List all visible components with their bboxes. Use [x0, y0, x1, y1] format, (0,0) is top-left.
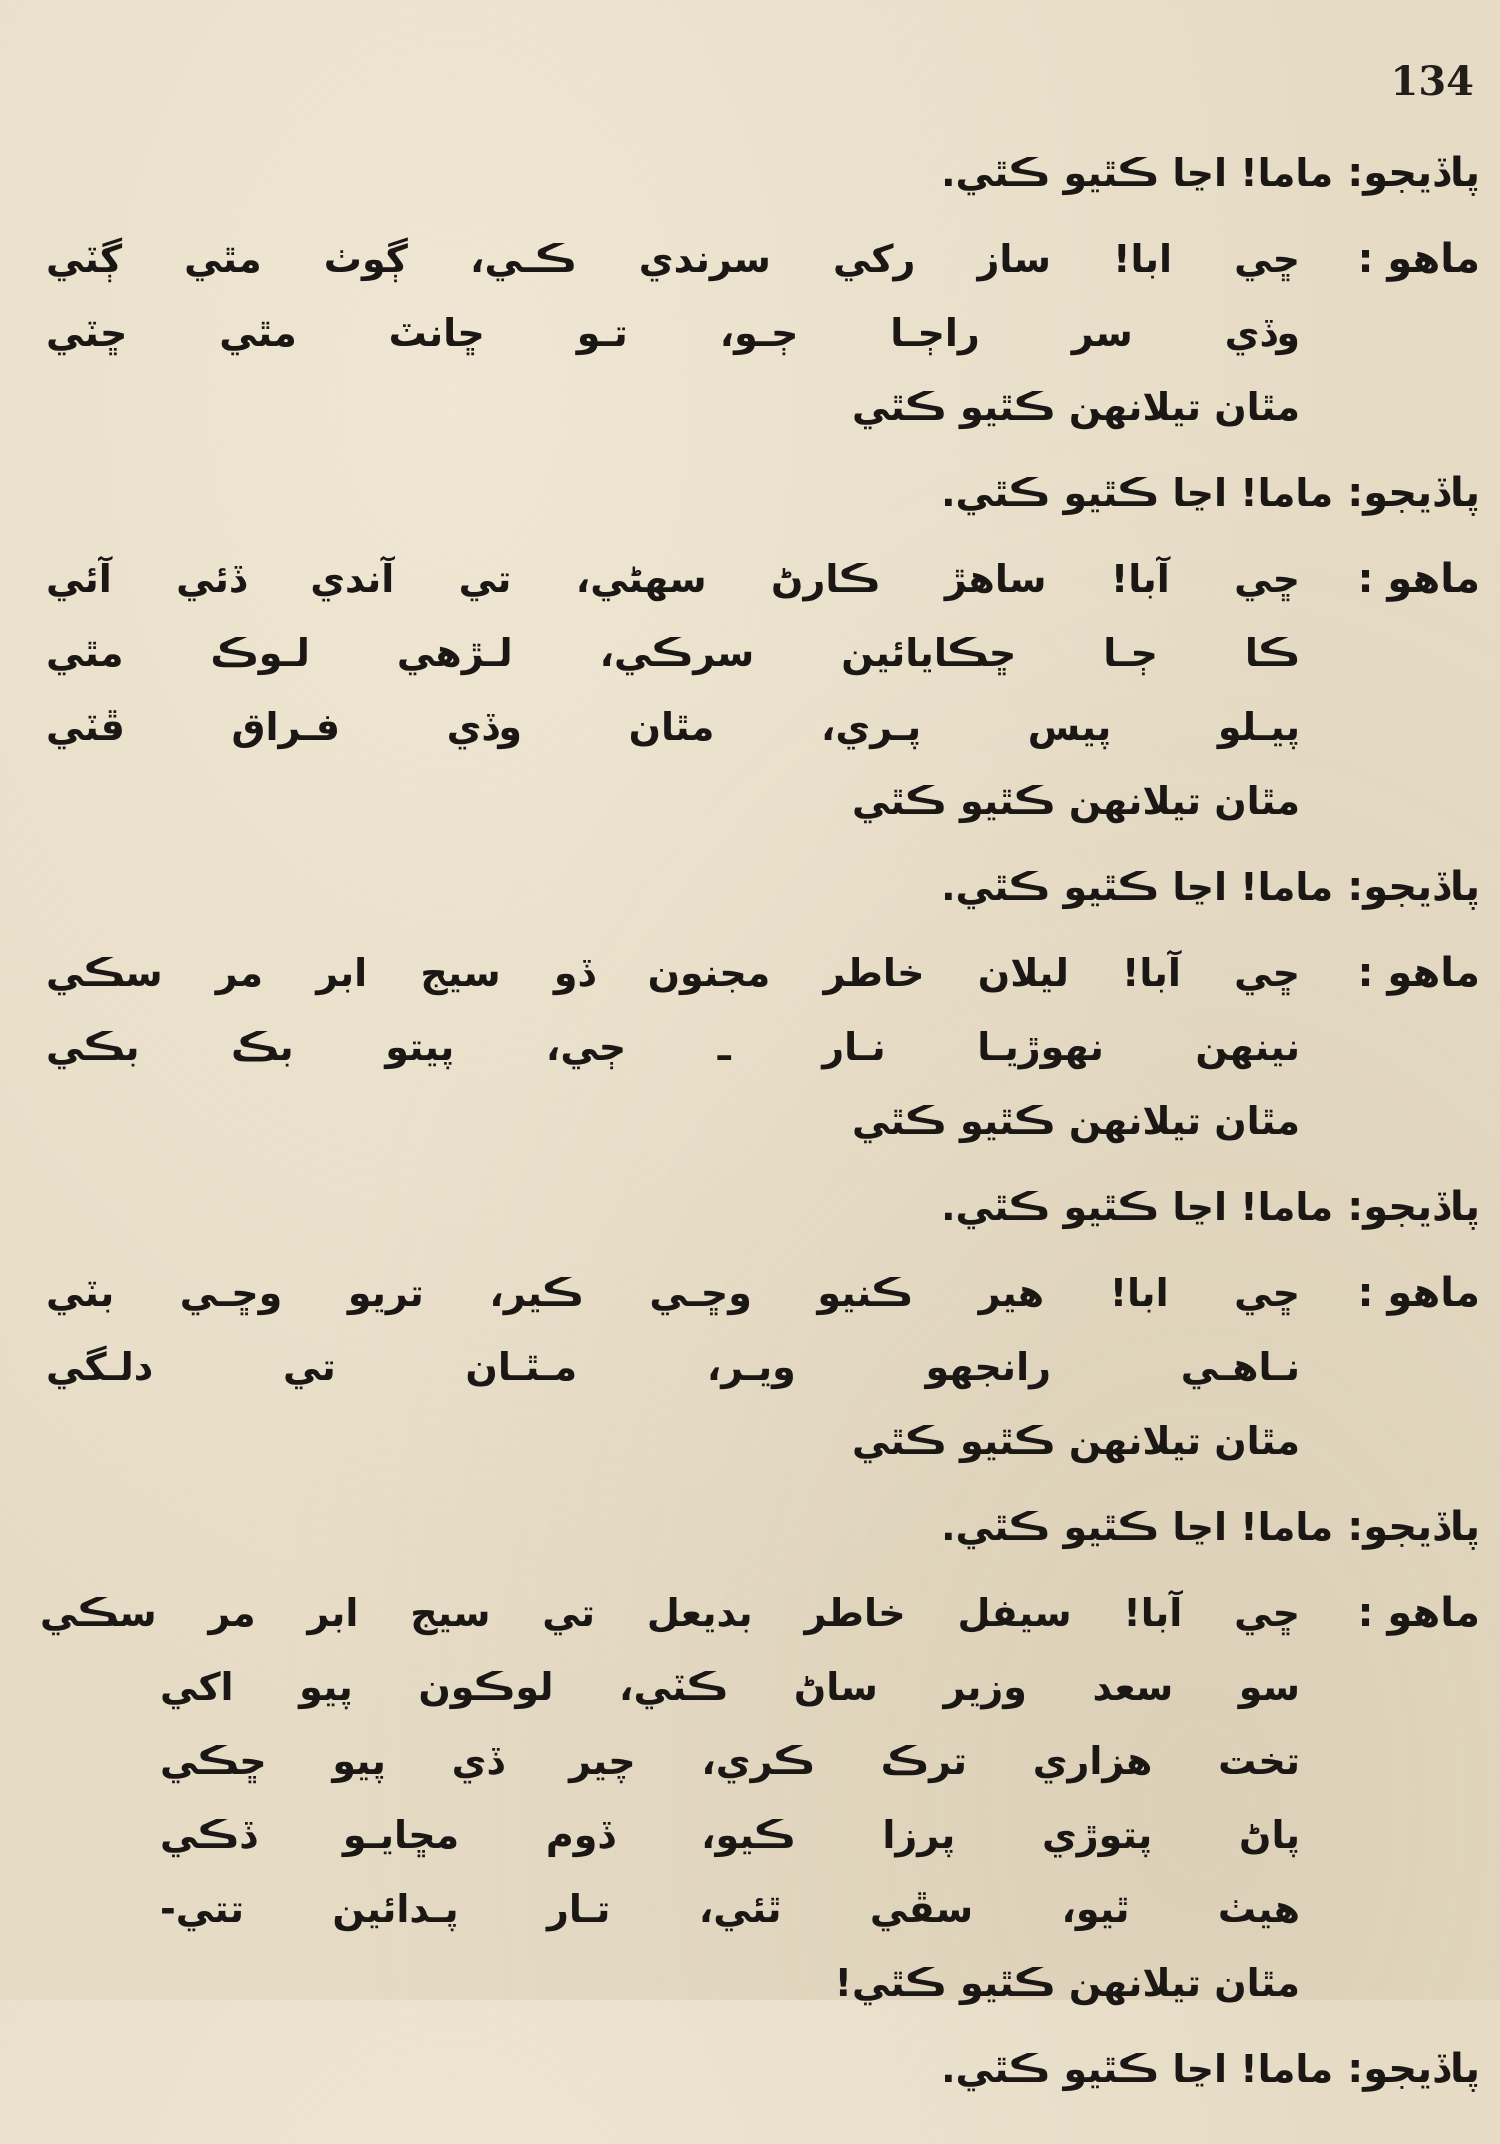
reply-verse: [40, 1256, 1480, 1478]
speaker-name: پاڏيجو:: [1347, 150, 1480, 196]
prompt-text: ماما! اڃا ڪٿيو ڪٿي.: [941, 1185, 1334, 1229]
verse-lines: [40, 936, 1300, 1158]
prompt-line: [40, 470, 1480, 542]
speaker-name: پاڏيجو:: [1347, 2046, 1480, 2092]
prompt-line: [40, 864, 1480, 936]
verse-line: ڪا ڄـا ڇڪايائين سرڪي، لـڙھي لـوڪ مٿي: [46, 631, 1300, 675]
verse-line: نـاھـي رانجهو ويـر، مـٿـان تي دلـگي: [46, 1345, 1300, 1389]
verse-lines: [40, 542, 1300, 838]
speaker-name: ماھو :: [1357, 556, 1480, 602]
prompt-line: [40, 2046, 1480, 2118]
verse-line: نينهن نهوڙيـا نـار ـ ڄي، پيتو بڪ بڪي: [46, 1025, 1300, 1069]
dialogue-block: [40, 1184, 1480, 1478]
dialogue-block: [40, 470, 1480, 838]
verse-line: تخت هزاري ترڪ ڪري، چير ڏي پيو ڇڪي: [160, 1739, 1300, 1783]
verse-line: سو سعد وزير ساڻ ڪٽي، لوڪون پيو اکي: [160, 1665, 1300, 1709]
dialogue-block: [40, 150, 1480, 444]
verse-refrain: مٿان تيلانهن ڪٿيو ڪٿي: [851, 779, 1300, 823]
speaker-name: پاڏيجو:: [1347, 470, 1480, 516]
prompt-text: ماما! اڃا ڪٿيو ڪٿي.: [941, 151, 1334, 195]
prompt-text: ماما! اڃا ڪٿيو ڪٿي.: [941, 865, 1334, 909]
verse-refrain: مٿان تيلانهن ڪٿيو ڪٿي: [851, 1099, 1300, 1143]
reply-verse: [40, 542, 1480, 838]
prompt-text: ماما! اڃا ڪٿيو ڪٿي.: [941, 2047, 1334, 2091]
speaker-name: ماھو :: [1357, 950, 1480, 996]
prompt-line: [40, 1504, 1480, 1576]
verse-line: ڇي آبا! ليلان خاطر مجنون ڏو سيج ابر مر سڪي: [46, 951, 1300, 995]
prompt-text: ماما! اڃا ڪٿيو ڪٿي.: [941, 471, 1334, 515]
prompt-line: [40, 150, 1480, 222]
speaker-name: ماھو :: [1357, 1590, 1480, 1636]
dialogue-block: [40, 2046, 1480, 2118]
verse-line: پاڻ پتوڙي پرزا ڪيو، ڏوم مڇايـو ڏڪي: [160, 1813, 1300, 1857]
verse-refrain: مٿان تيلانهن ڪٿيو ڪٿي: [851, 1419, 1300, 1463]
page-number: 134: [1390, 58, 1474, 105]
verse-lines: [40, 222, 1300, 444]
verse-line: ڇي آبا! سيفل خاطر بديعل تي سيج ابر مر سڪي: [40, 1591, 1300, 1635]
verse-line: پيـلو پيس پـري، مٿان وڏي فـراق ڦٽي: [46, 705, 1300, 749]
speaker-name: ماھو :: [1357, 1270, 1480, 1316]
dialogue-block: [40, 1504, 1480, 2020]
verse-line: هيٺ ٿيو، سڦي ٿئي، تـار پـدائين تتي-: [160, 1887, 1300, 1931]
verse-line: ڇي آبا! ساھڙ ڪارڻ سهڻي، تي آندي ڏئي آئي: [46, 557, 1300, 601]
prompt-text: ماما! اڃا ڪٿيو ڪٿي.: [941, 1505, 1334, 1549]
verse-line: ڇي ابا! هير ڪنيو وڇـي ڪير، تريو وڇـي بٽي: [46, 1271, 1300, 1315]
verse-lines: [40, 1576, 1300, 2020]
verse-refrain: مٿان تيلانهن ڪٿيو ڪٿي: [851, 385, 1300, 429]
speaker-name: پاڏيجو:: [1347, 1184, 1480, 1230]
verse-lines: [40, 1256, 1300, 1478]
reply-verse: [40, 222, 1480, 444]
verse-refrain: مٿان تيلانهن ڪٿيو ڪٿي!: [834, 1961, 1300, 2005]
speaker-name: ماھو :: [1357, 236, 1480, 282]
speaker-name: پاڏيجو:: [1347, 1504, 1480, 1550]
reply-verse: [40, 1576, 1480, 2020]
verse-line: وڏي سر راڄـا ڄـو، تـو ڇانٽ مٿي ڇٽي: [46, 311, 1300, 355]
speaker-name: پاڏيجو:: [1347, 864, 1480, 910]
reply-verse: [40, 936, 1480, 1158]
dialogue-block: [40, 864, 1480, 1158]
prompt-line: [40, 1184, 1480, 1256]
verse-line: ڇي ابا! ساز رکي سرندي ڪـي، ڳوٺ مٿي ڳٽي: [46, 237, 1300, 281]
dialogue-blocks: [40, 150, 1480, 2144]
